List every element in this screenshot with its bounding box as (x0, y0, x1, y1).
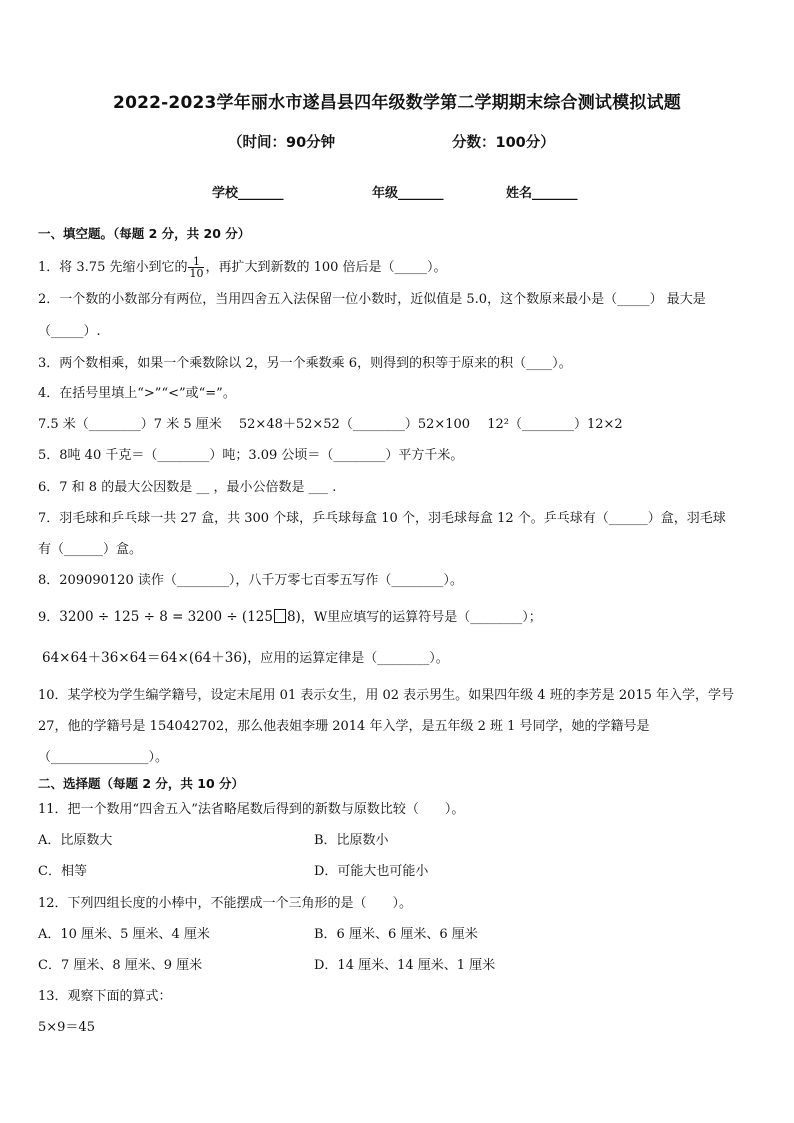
question-1: 1．将 3.75 先缩小到它的 $\frac{1}{10}$ ，再扩大到新数的 100 倍后是（_____）。 (38, 255, 447, 280)
question-13: 13．观察下面的算式： (38, 989, 172, 1004)
time-label: （时间：90分钟 (228, 135, 336, 151)
question-9-line-2: 64×64＋36×64＝64×(64＋36)，应用的运算定律是（________）。 (42, 650, 449, 666)
question-6: 6．7 和 8 的最大公因数是 __ ，最小公倍数是 ___ . (38, 480, 337, 495)
expression-2: 64×64＋36×64＝64×(64＋36) (42, 650, 248, 666)
name-field: 姓名_______ (506, 186, 578, 201)
question-3: 3．两个数相乘，如果一个乘数除以 2，另一个乘数乘 6，则得到的积等于原来的积（____）。 (38, 356, 572, 371)
score-label: 分数：100分） (452, 135, 555, 151)
question-10-line-2: 27，他的学籍号是 154042702，那么他表姐李珊 2014 年入学，是五年级 2 班 1 号同学，她的学籍号是 (38, 719, 650, 734)
question-13-equation-1: 5×9＝45 (38, 1020, 95, 1035)
question-11: 11．把一个数用“四舍五入”法省略尾数后得到的新数与原数比较（ ）。 (38, 802, 465, 817)
question-10-line-3: （_______________）。 (38, 750, 169, 765)
option-11-c: C．相等 (38, 864, 87, 879)
option-11-a: A．比原数大 (38, 833, 113, 848)
question-7-line-2: 有（______）盒。 (38, 542, 143, 557)
section-choice-title: 二、选择题（每题 2 分，共 10 分） (38, 776, 245, 791)
option-12-c: C．7 厘米、8 厘米、9 厘米 (38, 958, 203, 973)
section-fill-title: 一、填空题。（每题 2 分，共 20 分） (38, 226, 251, 241)
blank-box-icon (274, 609, 286, 623)
option-12-a: A．10 厘米、5 厘米、4 厘米 (38, 927, 210, 942)
page-title: 2022-2023学年丽水市遂昌县四年级数学第二学期期末综合测试模拟试题 (113, 93, 681, 113)
school-field: 学校_______ (212, 186, 284, 201)
question-12: 12．下列四组长度的小棒中，不能摆成一个三角形的是（ ）。 (38, 896, 413, 911)
question-4-line-1: 4．在括号里填上“>”“<”或“=”。 (38, 386, 236, 401)
grade-field: 年级_______ (372, 186, 444, 201)
question-9-line-1: 9．3200 ÷ 125 ÷ 8 = 3200 ÷ (125 8)，W里应填写的运算符号是（________）； (38, 609, 542, 625)
question-8: 8．209090120 读作（________），八千万零七百零五写作（________）。 (38, 573, 463, 588)
option-12-d: D．14 厘米、14 厘米、1 厘米 (314, 958, 496, 973)
option-11-d: D．可能大也可能小 (314, 864, 429, 879)
expression-1: 3200 ÷ 125 ÷ 8 = 3200 ÷ (125 (59, 609, 273, 625)
question-2-line-2: （_____）. (38, 324, 101, 339)
question-10-line-1: 10．某学校为学生编学籍号，设定末尾用 01 表示女生，用 02 表示男生。如果四年级 4 班的李芳是 2015 年入学，学号 (38, 688, 735, 703)
question-5: 5．8吨 40 千克＝（________）吨；3.09 公顷＝（________）平方千米。 (38, 448, 464, 463)
question-4-line-2: 7.5 米（________）7 米 5 厘米 52×48＋52×52（________）52×100 12²（________）12×2 (38, 417, 623, 432)
fraction-one-tenth: $\frac{1}{10}$ (189, 255, 204, 280)
option-11-b: B．比原数小 (314, 833, 389, 848)
question-7-line-1: 7．羽毛球和乒乓球一共 27 盒，共 300 个球，乒乓球每盒 10 个，羽毛球每盒 12 个。乒乓球有（______）盒，羽毛球 (38, 511, 726, 526)
question-2-line-1: 2．一个数的小数部分有两位，当用四舍五入法保留一位小数时，近似值是 5.0，这个数原来最小是（_____） 最大是 (38, 292, 706, 307)
option-12-b: B．6 厘米、6 厘米、6 厘米 (314, 927, 478, 942)
